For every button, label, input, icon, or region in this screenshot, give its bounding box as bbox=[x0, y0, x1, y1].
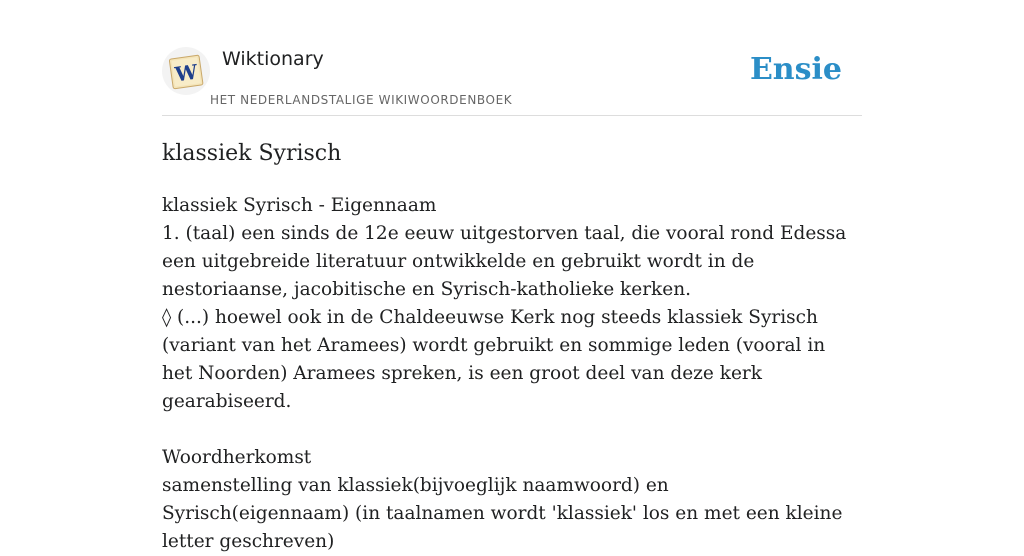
etymology-heading: Woordherkomst bbox=[162, 447, 312, 468]
entry-content bbox=[162, 192, 852, 556]
ensie-brand-link[interactable]: Ensie bbox=[749, 52, 842, 87]
entry-example: ◊ (...) hoewel ook in de Chaldeeuwse Kerk nog steeds klassiek Syrisch (variant van het Aramees) wordt gebruikt en sommige leden (vooral in het Noorden) Aramees spreken, is een groot deel van deze kerk gearabiseerd. bbox=[162, 307, 826, 412]
site-header bbox=[162, 40, 862, 116]
svg-text:W: W bbox=[173, 59, 200, 87]
page-title: klassiek Syrisch bbox=[162, 141, 342, 166]
etymology-text: samenstelling van klassiek(bijvoeglijk naamwoord) en Syrisch(eigennaam) (in taalnamen wordt 'klassiek' los en met een kleine letter geschreven) bbox=[162, 475, 843, 552]
wiktionary-logo-icon[interactable] bbox=[162, 47, 210, 95]
header-divider bbox=[162, 115, 862, 116]
site-name[interactable]: Wiktionary bbox=[222, 48, 324, 70]
section-spacer bbox=[162, 416, 852, 444]
site-tagline: HET NEDERLANDSTALIGE WIKIWOORDENBOEK bbox=[210, 93, 513, 107]
entry-definition: 1. (taal) een sinds de 12e eeuw uitgestorven taal, die vooral rond Edessa een uitgebreide literatuur ontwikkelde en gebruikt wordt in de nestoriaanse, jacobitische en Syrisch-katholieke kerken. bbox=[162, 223, 847, 300]
entry-heading: klassiek Syrisch - Eigennaam bbox=[162, 195, 437, 216]
